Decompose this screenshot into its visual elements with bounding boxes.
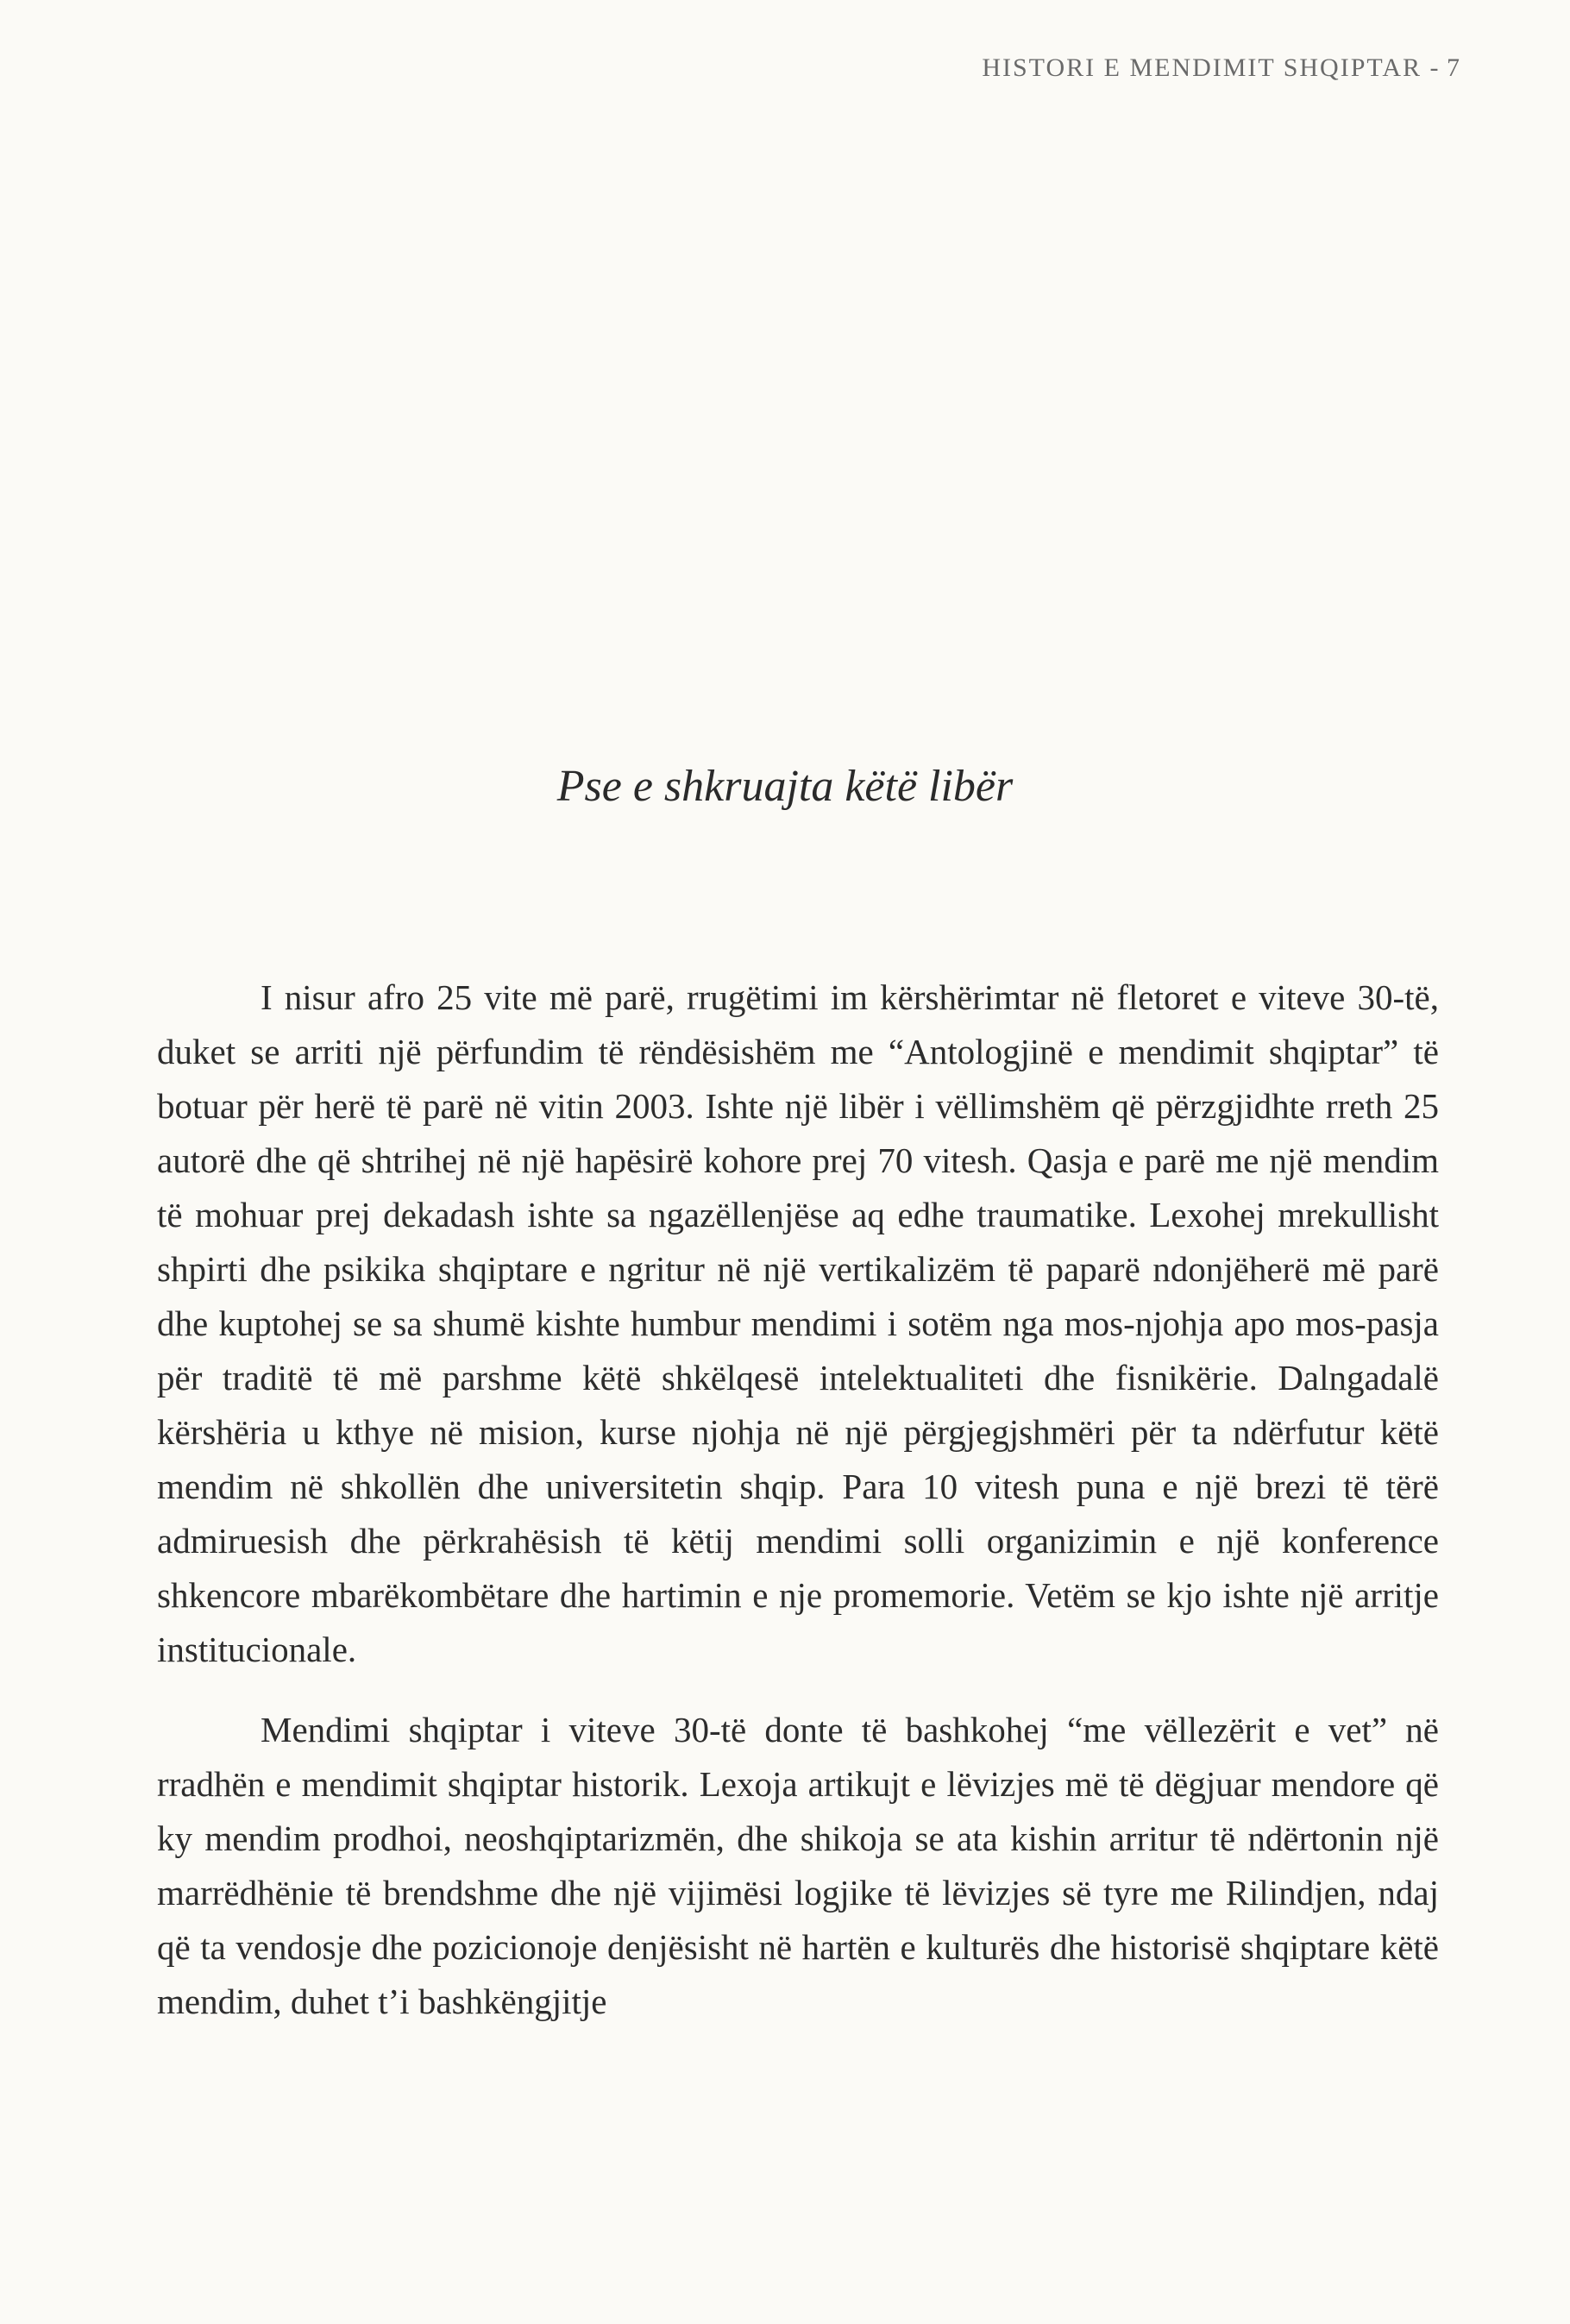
page-number: 7 (1447, 53, 1460, 82)
running-title: HISTORI E MENDIMIT SHQIPTAR (982, 53, 1422, 82)
body-text (157, 970, 1439, 2055)
paragraph-1: I nisur afro 25 vite më parë, rrugëtimi im kërshërimtar në fletoret e viteve 30-të, duket se arriti një përfundim të rëndësishëm me “Antologjinë e mendimit shqiptar” të botuar për herë të parë në vitin 2003. Ishte një libër i vëllimshëm që përzgjidhte rreth 25 autorë dhe që shtrihej në një hapësirë kohore prej 70 vitesh. Qasja e parë me një mendim të mohuar prej dekadash ishte sa ngazëllenjëse aq edhe traumatike. Lexohej mrekullisht shpirti dhe psikika shqiptare e ngritur në një vertikalizëm të paparë ndonjëherë më parë dhe kuptohej se sa shumë kishte humbur mendimi i sotëm nga mos-njohja apo mos-pasja për traditë të më parshme këtë shkëlqesë intelektualiteti dhe fisnikërie. Dalngadalë kërshëria u kthye në mision, kurse njohja në një përgjegjshmëri për ta ndërfutur këtë mendim në shkollën dhe universitetin shqip. Para 10 vitesh puna e një brezi të tërë admiruesish dhe përkrahësish të këtij mendimi solli organizimin e një konference shkencore mbarëkombëtare dhe hartimin e nje promemorie. Vetëm se kjo ishte një arritje institucionale. (157, 977, 1439, 1669)
paragraph-2: Mendimi shqiptar i viteve 30-të donte të bashkohej “me vëllezërit e vet” në rradhën e mendimit shqiptar historik. Lexoja artikujt e lëvizjes më të dëgjuar mendore që ky mendim prodhoi, neoshqiptarizmën, dhe shikoja se ata kishin arritur të ndërtonin një marrëdhënie të brendshme dhe një vijimësi logjike të lëvizjes së tyre me Rilindjen, ndaj që ta vendosje dhe pozicionoje denjësisht në hartën e kulturës dhe historisë shqiptare këtë mendim, duhet t’i bashkëngjitje (157, 1710, 1439, 2021)
chapter-title: Pse e shkruajta këtë libër (556, 762, 1014, 811)
running-header (982, 53, 1460, 83)
header-separator: - (1429, 53, 1439, 82)
